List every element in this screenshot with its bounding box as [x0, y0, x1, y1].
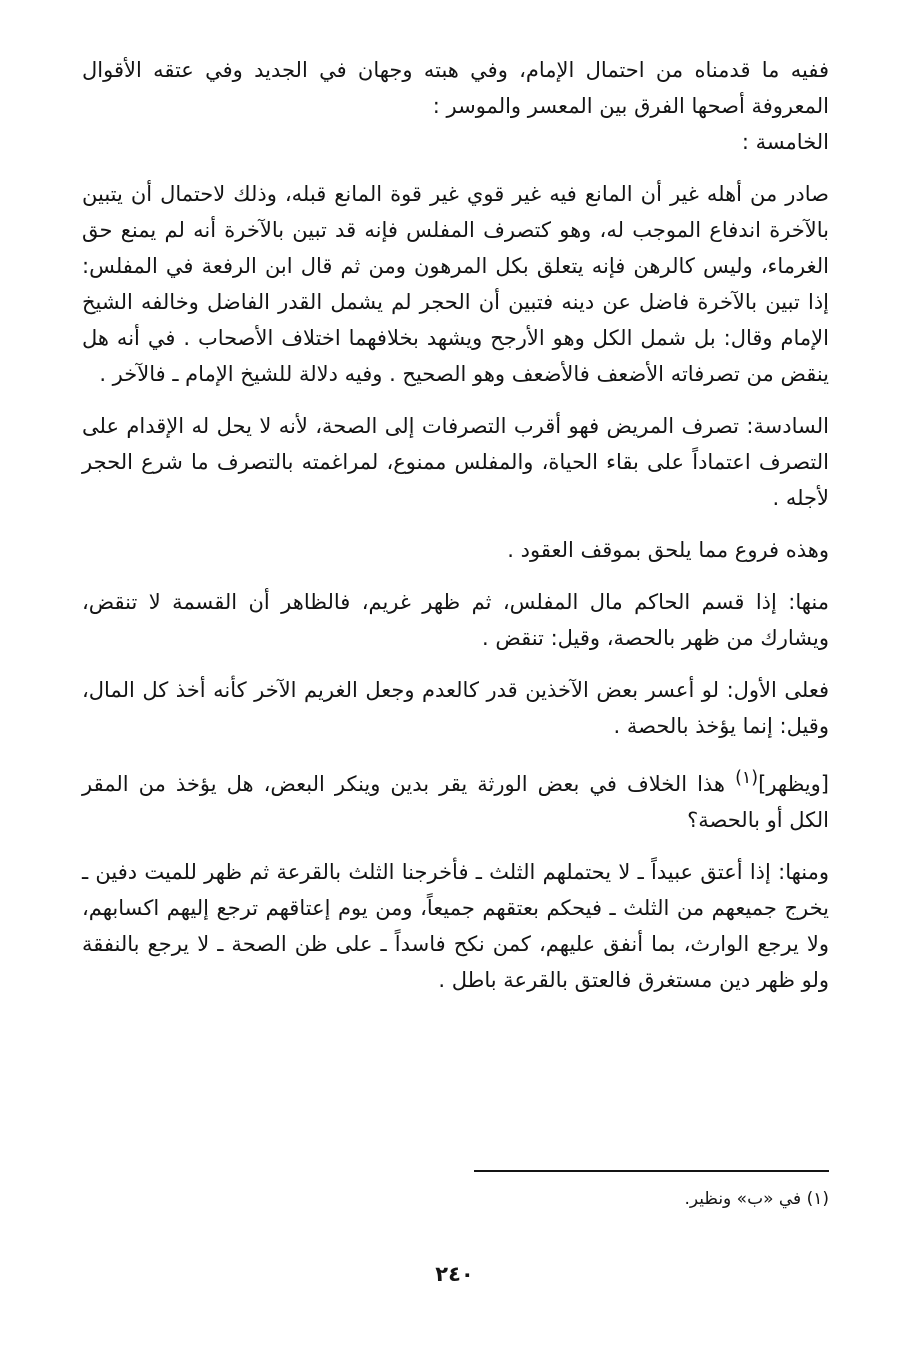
footnote-marker: (١) [735, 768, 759, 788]
bracketed-word: [ويظهر] [758, 772, 829, 796]
footnote: (١) في «ب» ونظير. [684, 1189, 829, 1209]
main-text [82, 52, 829, 998]
page-number: ٢٤٠ [435, 1262, 474, 1286]
section-heading-fifth: الخامسة : [741, 130, 829, 154]
paragraph-sixth: السادسة: تصرف المريض فهو أقرب التصرفات إلى الصحة، لأنه لا يحل له الإقدام على التصرف اعتماداً على بقاء الحياة، والمفلس ممنوع، لمراغمته بالتصرف ما شرع الحجر لأجله . [82, 414, 829, 510]
footnote-divider [474, 1170, 829, 1172]
paragraph-first-view: فعلى الأول: لو أعسر بعض الآخذين قدر كالعدم وجعل الغريم الآخر كأنه أخذ كل المال، وقيل: إنما يؤخذ بالحصة . [82, 678, 829, 738]
paragraph-3: صادر من أهله غير أن المانع فيه غير قوي غير قوة المانع قبله، وذلك لاحتمال أن يتبين بالآخرة اندفاع الموجب له، وهو كتصرف المفلس فإنه قد تبين بالآخرة أنه لم يمنع حق الغرماء، وليس كالرهن فإنه يتعلق بكل المرهون ومن ثم قال ابن الرفعة في المفلس: إذا تبين بالآخرة فاضل عن دينه فتبين أن الحجر لم يشمل القدر الفاضل وخالفه الشيخ الإمام وقال: بل شمل الكل وهو الأرجح ويشهد بخلافهما اختلاف الأصحاب . في أنه هل ينقض من تصرفاته الأضعف فالأضعف وهو الصحيح . وفيه دلالة للشيخ الإمام ـ فالآخر . [82, 182, 829, 386]
paragraph-1: ففيه ما قدمناه من احتمال الإمام، وفي هبته وجهان في الجديد وفي عتقه الأقوال المعروفة أصحها الفرق بين المعسر والموسر : [82, 58, 829, 118]
paragraph-branch-1: منها: إذا قسم الحاكم مال المفلس، ثم ظهر غريم، فالظاهر أن القسمة لا تنقض، ويشارك من ظهر بالحصة، وقيل: تنقض . [82, 590, 829, 650]
paragraph-appears-text: هذا الخلاف في بعض الورثة يقر بدين وينكر البعض، هل يؤخذ من المقر الكل أو بالحصة؟ [82, 772, 829, 832]
paragraph-appears [82, 760, 829, 838]
paragraph-branch-2: ومنها: إذا أعتق عبيداً ـ لا يحتملهم الثلث ـ فأخرجنا الثلث بالقرعة ثم ظهر للميت دفين ـ يخرج جميعهم من الثلث ـ فيحكم بعتقهم جميعاً، ومن يوم إعتاقهم ترجع إليهم اكسابهم، ولا يرجع الوارث، بما أنفق عليهم، كمن نكح فاسداً ـ على ظن الصحة ـ لا يرجع بالنفقة ولو ظهر دين مستغرق فالعتق بالقرعة باطل . [82, 860, 829, 992]
paragraph-branches-intro: وهذه فروع مما يلحق بموقف العقود . [507, 538, 829, 562]
